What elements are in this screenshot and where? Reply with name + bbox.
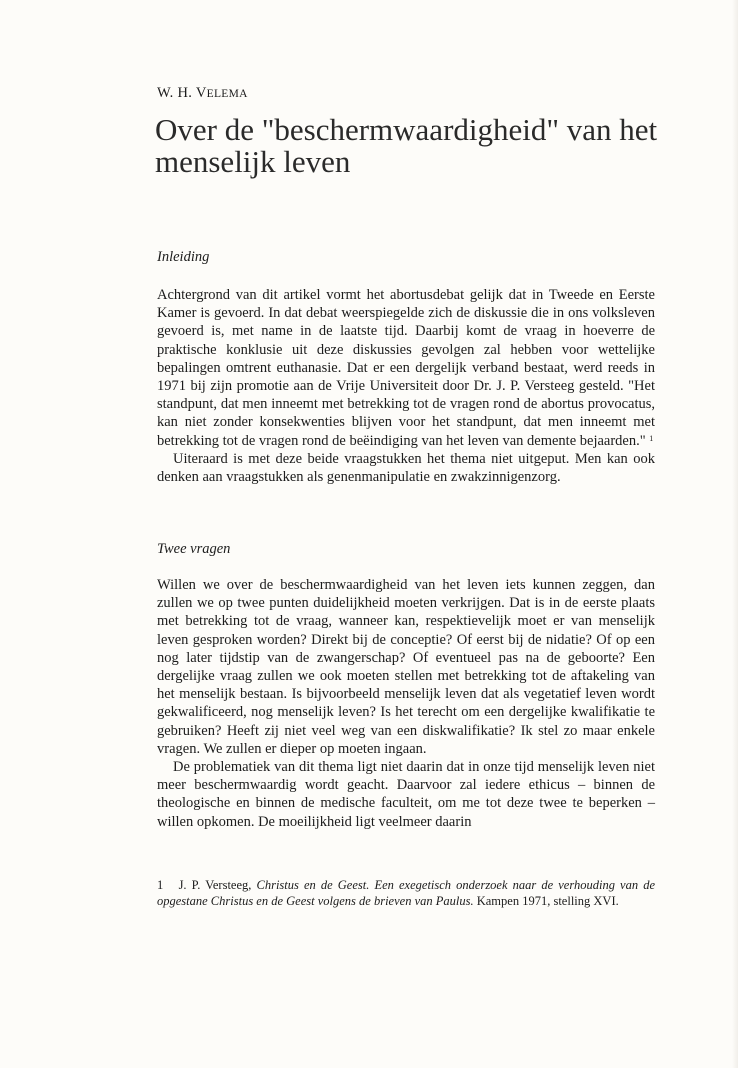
section-heading-inleiding: Inleiding <box>157 249 210 265</box>
footnote-marker: 1 <box>649 433 654 443</box>
author-smallcaps: ELEMA <box>206 88 248 100</box>
footnote-author: J. P. Versteeg, <box>178 878 252 892</box>
footnote <box>157 877 655 909</box>
section-heading-twee-vragen: Twee vragen <box>157 541 231 557</box>
paragraph: De problematiek van dit thema ligt niet daarin dat in onze tijd menselijk leven niet meer beschermwaardig wordt geacht. Daarvoor zal iedere ethicus – binnen de theologische en binnen de medische faculteit, om me tot deze twee te beperken – willen opkomen. De moeilijkheid ligt veelmeer daarin <box>157 759 655 830</box>
article-title: Over de "beschermwaardigheid" van het menselijk leven <box>155 112 658 179</box>
section-twee-vragen-body <box>157 576 655 831</box>
section-inleiding-body <box>157 286 655 486</box>
page-edge-shadow <box>732 0 738 1068</box>
footnote-title: Christus en de Geest. Een exegetisch onderzoek naar de verhouding van de opgestane Christus en de Geest volgens de brieven van Paulus. <box>157 878 656 908</box>
footnote-rest: Kampen 1971, stelling XVI. <box>476 894 619 908</box>
author-name <box>157 85 248 102</box>
footnote-number: 1 <box>157 878 164 892</box>
paragraph: Willen we over de beschermwaardigheid van het leven iets kunnen zeggen, dan zullen we op twee punten duidelijkheid moeten verkrijgen. Dat is in de eerste plaats met betrekking tot de vraag, wanneer kan, respektievelijk moet er van menselijk leven gesproken worden? Direkt bij de conceptie? Of eerst bij de nidatie? Of op een nog later tijdstip van de zwangerschap? Of eventueel pas na de geboorte? Een dergelijke vraag zullen we ook moeten stellen met betrekking tot de aftakeling van het menselijk bestaan. Is bijvoorbeeld menselijk leven dat als vegetatief leven wordt gekwalificeerd, nog menselijk leven? Is het terecht om een dergelijke kwalifikatie te gebruiken? Heeft zij niet veel weg van een diskwalifikatie? Ik stel zo maar enkele vragen. We zullen er dieper op moeten ingaan. <box>157 577 655 757</box>
paragraph: Uiteraard is met deze beide vraagstukken het thema niet uitgeput. Men kan ook denken aan vraagstukken als genenmanipulatie en zwakzinnigenzorg. <box>157 450 655 486</box>
author-initials: W. H. V <box>157 85 207 101</box>
paragraph: Achtergrond van dit artikel vormt het abortusdebat gelijk dat in Tweede en Eerste Kamer is gevoerd. In dat debat weerspiegelde zich de diskussie die in ons volksleven gevoerd is, met name in de laatste tijd. Daarbij komt de vraag in hoeverre de praktische konklusie uit deze diskussies gevolgen zal hebben voor wettelijke bepalingen omtrent euthanasie. Dat er een dergelijk verband bestaat, werd reeds in 1971 bij zijn promotie aan de Vrije Universiteit door Dr. J. P. Versteeg gesteld. "Het standpunt, dat men inneemt met betrekking tot de vragen rond de abortus provocatus, kan niet zonder konsekwenties blijven voor het standpunt, dat men inneemt met betrekking tot de vragen rond de beëindiging van het leven van demente bejaarden." $^1$ <box>157 287 655 449</box>
